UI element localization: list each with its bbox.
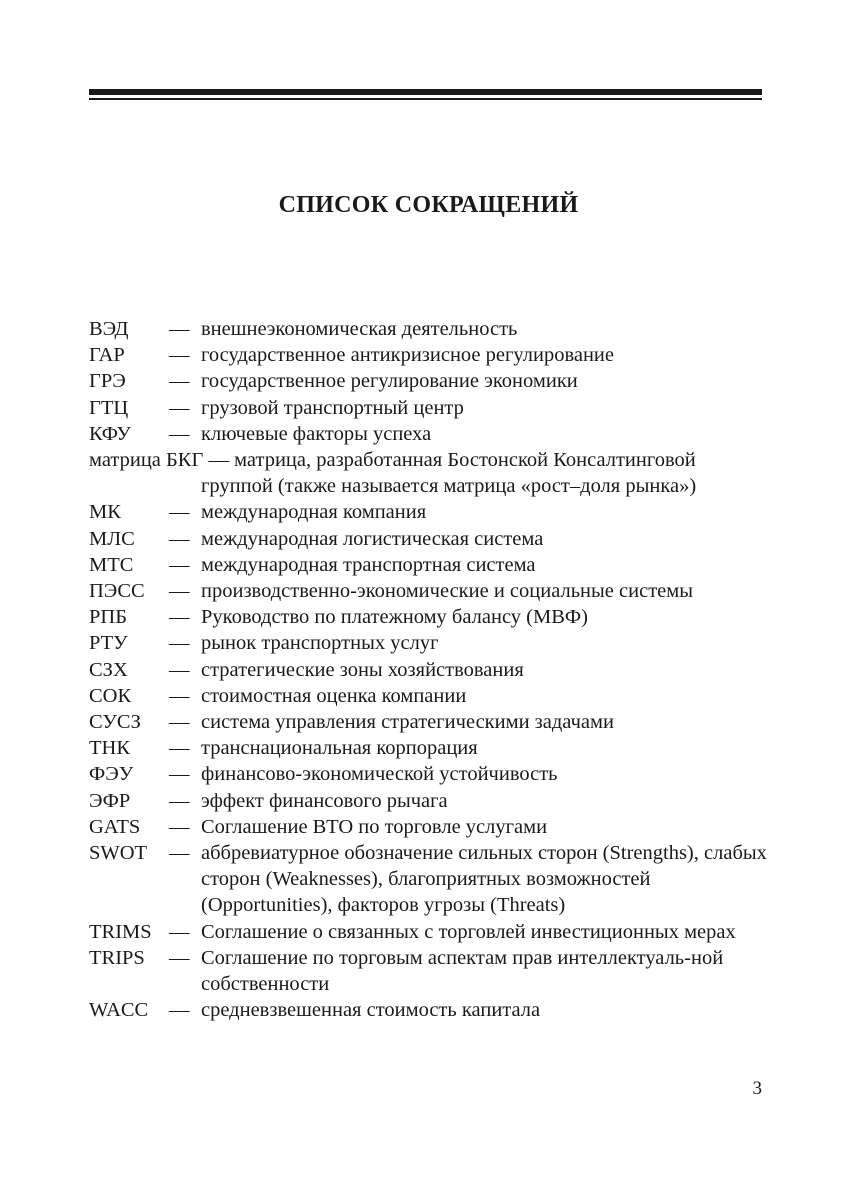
abbreviation-entry bbox=[89, 526, 769, 552]
abbreviation-definition: аббревиатурное обозначение сильных сторон (Strengths), слабых сторон (Weaknesses), благоприятных возможностей (Opportunities), факторов угрозы (Threats) bbox=[201, 842, 767, 917]
abbreviation-entry bbox=[89, 604, 769, 630]
abbreviation-definition: система управления стратегическими задачами bbox=[201, 711, 614, 734]
abbreviation-entry-first-line bbox=[89, 447, 769, 473]
abbreviation-definition: транснациональная корпорация bbox=[201, 737, 478, 760]
abbreviation-term: МЛС bbox=[89, 527, 135, 550]
abbreviation-definition: Соглашение по торговым аспектам прав интеллектуаль-ной собственности bbox=[201, 946, 724, 996]
dash-separator: — bbox=[169, 946, 190, 969]
abbreviation-term: ПЭСС bbox=[89, 580, 145, 603]
abbreviation-term: TRIPS bbox=[89, 946, 145, 969]
dash-separator: — bbox=[169, 711, 190, 734]
abbreviation-entry bbox=[89, 709, 769, 735]
abbreviation-entry bbox=[89, 997, 769, 1023]
abbreviation-term: РТУ bbox=[89, 632, 128, 655]
abbreviation-definition: финансово-экономической устойчивость bbox=[201, 763, 558, 786]
abbreviation-definition: производственно-экономические и социальные системы bbox=[201, 580, 693, 603]
dash-separator: — bbox=[169, 553, 190, 576]
abbreviation-definition: эффект финансового рычага bbox=[201, 789, 448, 812]
abbreviation-definition: матрица, разработанная Бостонской Консалтинговой bbox=[234, 449, 696, 472]
abbreviation-term: ТНК bbox=[89, 737, 130, 760]
abbreviation-entry bbox=[89, 499, 769, 525]
abbreviation-term: ВЭД bbox=[89, 318, 129, 340]
abbreviation-definition: рынок транспортных услуг bbox=[201, 632, 439, 655]
abbreviation-entry bbox=[89, 552, 769, 578]
abbreviation-definition: государственное антикризисное регулирование bbox=[201, 344, 615, 367]
abbreviation-definition: грузовой транспортный центр bbox=[201, 396, 464, 419]
abbreviation-term: матрица БКГ bbox=[89, 449, 204, 472]
abbreviation-entry bbox=[89, 788, 769, 814]
abbreviation-entry bbox=[89, 421, 769, 447]
abbreviation-term: КФУ bbox=[89, 422, 131, 445]
dash-separator: — bbox=[169, 318, 190, 340]
abbreviation-term: СЗХ bbox=[89, 658, 128, 681]
abbreviation-term: СУСЗ bbox=[89, 711, 141, 734]
abbreviation-definition: государственное регулирование экономики bbox=[201, 370, 578, 393]
abbreviation-definition: Соглашение ВТО по торговле услугами bbox=[201, 815, 548, 838]
dash-separator: — bbox=[169, 684, 190, 707]
abbreviation-entry bbox=[89, 761, 769, 787]
abbreviation-term: TRIMS bbox=[89, 920, 152, 943]
abbreviation-list bbox=[89, 316, 769, 1023]
page-number: 3 bbox=[752, 1078, 762, 1099]
abbreviation-entry bbox=[89, 840, 769, 919]
abbreviation-entry bbox=[89, 630, 769, 656]
abbreviation-term: ЭФР bbox=[89, 789, 131, 812]
page-title: СПИСОК СОКРАЩЕНИЙ bbox=[278, 192, 579, 218]
abbreviation-entry bbox=[89, 342, 769, 368]
abbreviation-entry bbox=[89, 919, 769, 945]
abbreviation-entry bbox=[89, 683, 769, 709]
abbreviation-entry bbox=[89, 368, 769, 394]
abbreviation-term: ФЭУ bbox=[89, 763, 134, 786]
dash-separator: — bbox=[169, 501, 190, 524]
header-rule-thin bbox=[89, 98, 762, 100]
abbreviation-entry bbox=[89, 578, 769, 604]
dash-separator: — bbox=[169, 658, 190, 681]
dash-separator: — bbox=[169, 422, 190, 445]
abbreviation-term: ГТЦ bbox=[89, 396, 129, 419]
dash-separator: — bbox=[169, 527, 190, 550]
abbreviation-definition: Руководство по платежному балансу (МВФ) bbox=[201, 606, 588, 629]
dash-separator: — bbox=[169, 344, 190, 367]
dash-separator: — bbox=[169, 920, 190, 943]
dash-separator: — bbox=[169, 580, 190, 603]
dash-separator: — bbox=[169, 632, 190, 655]
abbreviation-entry bbox=[89, 735, 769, 761]
abbreviation-definition: стратегические зоны хозяйствования bbox=[201, 658, 524, 681]
abbreviation-term: WACC bbox=[89, 999, 149, 1022]
abbreviation-entry bbox=[89, 447, 769, 499]
abbreviation-term: ГРЭ bbox=[89, 370, 126, 393]
dash-separator: — bbox=[208, 449, 229, 472]
abbreviation-definition: международная транспортная система bbox=[201, 553, 536, 576]
abbreviation-definition: ключевые факторы успеха bbox=[201, 422, 432, 445]
abbreviation-term: SWOT bbox=[89, 842, 148, 865]
dash-separator: — bbox=[169, 606, 190, 629]
dash-separator: — bbox=[169, 999, 190, 1022]
abbreviation-definition: Соглашение о связанных с торговлей инвестиционных мерах bbox=[201, 920, 736, 943]
abbreviation-entry bbox=[89, 316, 769, 342]
abbreviation-term: ГАР bbox=[89, 344, 125, 367]
abbreviation-entry bbox=[89, 657, 769, 683]
abbreviation-term: GATS bbox=[89, 815, 141, 838]
abbreviation-term: РПБ bbox=[89, 606, 127, 629]
abbreviation-definition-continuation: группой (также называется матрица «рост–доля рынка») bbox=[201, 475, 697, 498]
dash-separator: — bbox=[169, 370, 190, 393]
dash-separator: — bbox=[169, 737, 190, 760]
abbreviation-definition: международная логистическая система bbox=[201, 527, 544, 550]
abbreviation-term: МТС bbox=[89, 553, 134, 576]
abbreviation-term: СОК bbox=[89, 684, 132, 707]
header-rule-thick bbox=[89, 89, 762, 95]
abbreviation-entry bbox=[89, 945, 769, 997]
abbreviation-entry bbox=[89, 395, 769, 421]
dash-separator: — bbox=[169, 815, 190, 838]
abbreviation-term: МК bbox=[89, 501, 121, 524]
dash-separator: — bbox=[169, 842, 190, 865]
abbreviation-definition: средневзвешенная стоимость капитала bbox=[201, 999, 541, 1022]
dash-separator: — bbox=[169, 763, 190, 786]
abbreviation-definition: международная компания bbox=[201, 501, 427, 524]
abbreviation-definition: стоимостная оценка компании bbox=[201, 684, 467, 707]
dash-separator: — bbox=[169, 396, 190, 419]
abbreviation-entry bbox=[89, 814, 769, 840]
dash-separator: — bbox=[169, 789, 190, 812]
abbreviation-definition: внешнеэкономическая деятельность bbox=[201, 318, 518, 340]
